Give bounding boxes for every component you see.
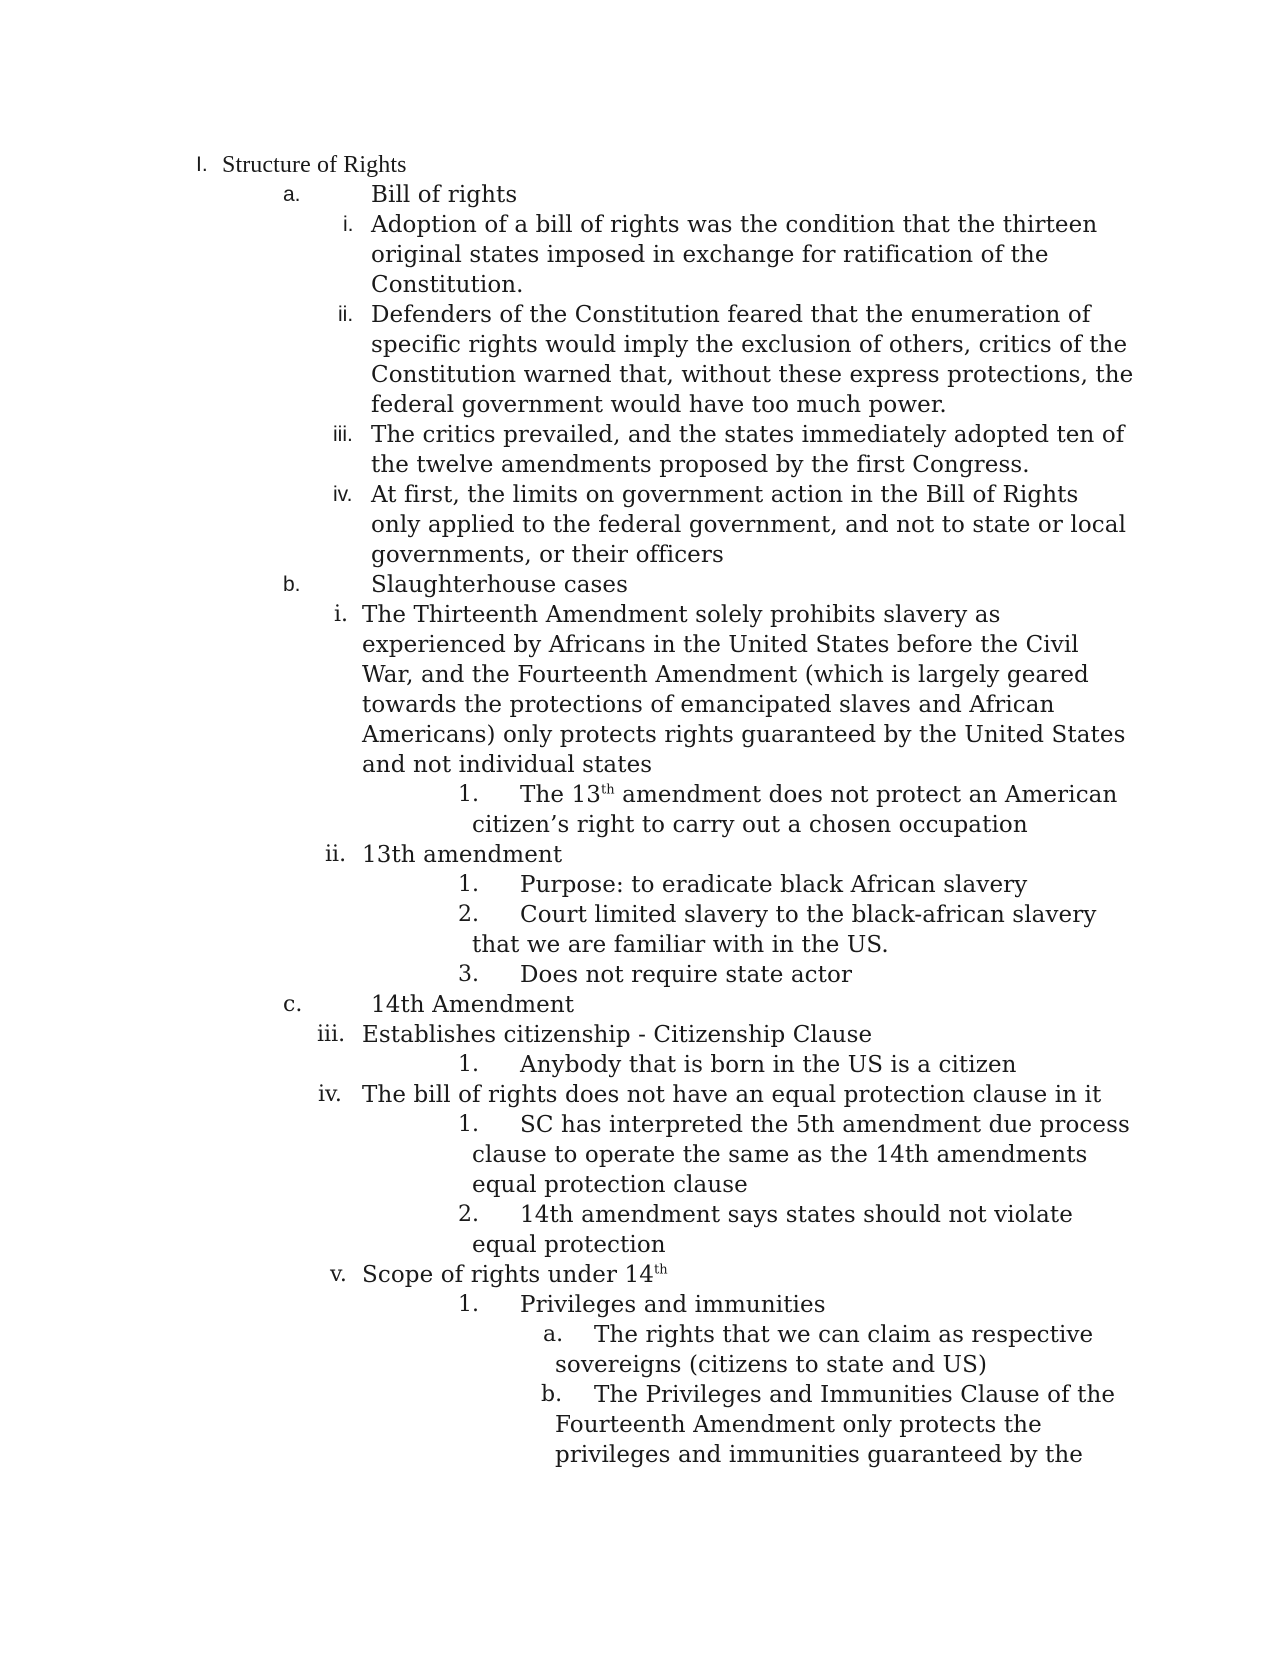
list-item-line: Scope of rights under 14th (362, 1262, 668, 1288)
outline-marker-b-ii: ii. (325, 842, 347, 867)
list-item-line: experienced by Africans in the United States before the Civil (362, 632, 1079, 658)
list-item-line: Anybody that is born in the US is a citizen (520, 1052, 1017, 1078)
outline-marker-a-iv: iv. (333, 483, 353, 506)
list-item-line: The critics prevailed, and the states immediately adopted ten of (371, 422, 1125, 448)
list-item-line: governments, or their officers (371, 542, 724, 568)
outline-marker-c-iv-2: 2. (458, 1202, 479, 1227)
list-item-line: The rights that we can claim as respective (594, 1322, 1094, 1348)
subsection-heading-c: 14th Amendment (371, 992, 575, 1018)
list-item-line: At first, the limits on government action in the Bill of Rights (371, 482, 1079, 508)
outline-marker-c: c. (283, 992, 303, 1017)
outline-marker-a: a. (283, 183, 301, 206)
list-item-line: The 13th amendment does not protect an American (520, 782, 1118, 808)
list-item-line: Adoption of a bill of rights was the condition that the thirteen (371, 212, 1098, 238)
outline-marker-b-ii-2: 2. (458, 902, 479, 927)
list-item-line: and not individual states (362, 752, 653, 778)
list-item-line: Purpose: to eradicate black African slavery (520, 872, 1028, 898)
outline-marker-a-ii: ii. (338, 303, 354, 326)
outline-marker-a-iii: iii. (333, 423, 353, 446)
outline-marker-c-iv-1: 1. (458, 1112, 479, 1137)
list-item-line: 14th amendment says states should not violate (520, 1202, 1073, 1228)
list-item-line: 13th amendment (362, 842, 563, 868)
list-item-line: clause to operate the same as the 14th amendments (472, 1142, 1088, 1168)
outline-marker-a-i: i. (343, 213, 354, 236)
list-item-line: War, and the Fourteenth Amendment (which is largely geared (362, 662, 1089, 688)
list-item-line: the twelve amendments proposed by the first Congress. (371, 452, 1030, 478)
outline-marker-c-iv: iv. (318, 1082, 342, 1107)
list-item-line: privileges and immunities guaranteed by the (555, 1442, 1083, 1468)
outline-marker-c-v-1-b: b. (541, 1382, 563, 1407)
list-item-line: Court limited slavery to the black-african slavery (520, 902, 1097, 928)
list-item-line: towards the protections of emancipated slaves and African (362, 692, 1055, 718)
ordinal-superscript: th (600, 782, 615, 798)
outline-marker-c-v-1: 1. (458, 1292, 479, 1317)
outline-marker-l1: I. (196, 153, 208, 176)
list-item-line: SC has interpreted the 5th amendment due process (520, 1112, 1130, 1138)
list-item-line: Americans) only protects rights guaranteed by the United States (362, 722, 1126, 748)
list-item-line: equal protection (472, 1232, 666, 1258)
outline-marker-b-i: i. (334, 602, 349, 627)
subsection-heading-a: Bill of rights (371, 182, 518, 208)
list-item-line: Defenders of the Constitution feared that the enumeration of (371, 302, 1091, 328)
list-item-line: only applied to the federal government, and not to state or local (371, 512, 1127, 538)
outline-marker-b-ii-3: 3. (458, 962, 479, 987)
list-item-line: citizen’s right to carry out a chosen occupation (472, 812, 1028, 838)
list-item-line: Fourteenth Amendment only protects the (555, 1412, 1042, 1438)
subsection-heading-b: Slaughterhouse cases (371, 572, 629, 598)
outline-marker-c-iii: iii. (317, 1022, 346, 1047)
list-item-line: sovereigns (citizens to state and US) (555, 1352, 988, 1378)
list-item-line: specific rights would imply the exclusion of others, critics of the (371, 332, 1128, 358)
outline-marker-c-iii-1: 1. (458, 1052, 479, 1077)
ordinal-superscript: th (653, 1262, 668, 1278)
outline-marker-c-v: v. (330, 1262, 347, 1287)
list-item-line: Privileges and immunities (520, 1292, 826, 1318)
outline-marker-b: b. (283, 573, 301, 596)
list-item-line: The Privileges and Immunities Clause of the (594, 1382, 1116, 1408)
list-item-line: Constitution. (371, 272, 524, 298)
list-item-line: equal protection clause (472, 1172, 748, 1198)
list-item-line: Constitution warned that, without these express protections, the (371, 362, 1134, 388)
outline-marker-b-i-1: 1. (458, 782, 479, 807)
list-item-line: federal government would have too much power. (371, 392, 947, 418)
outline-marker-c-v-1-a: a. (543, 1322, 564, 1347)
list-item-line: Establishes citizenship - Citizenship Clause (362, 1022, 873, 1048)
list-item-line: The bill of rights does not have an equal protection clause in it (362, 1082, 1102, 1108)
outline-marker-b-ii-1: 1. (458, 872, 479, 897)
list-item-line: Does not require state actor (520, 962, 853, 988)
list-item-line: The Thirteenth Amendment solely prohibits slavery as (362, 602, 1001, 628)
list-item-line: that we are familiar with in the US. (472, 932, 889, 958)
list-item-line: original states imposed in exchange for ratification of the (371, 242, 1049, 268)
section-heading: Structure of Rights (222, 152, 407, 178)
